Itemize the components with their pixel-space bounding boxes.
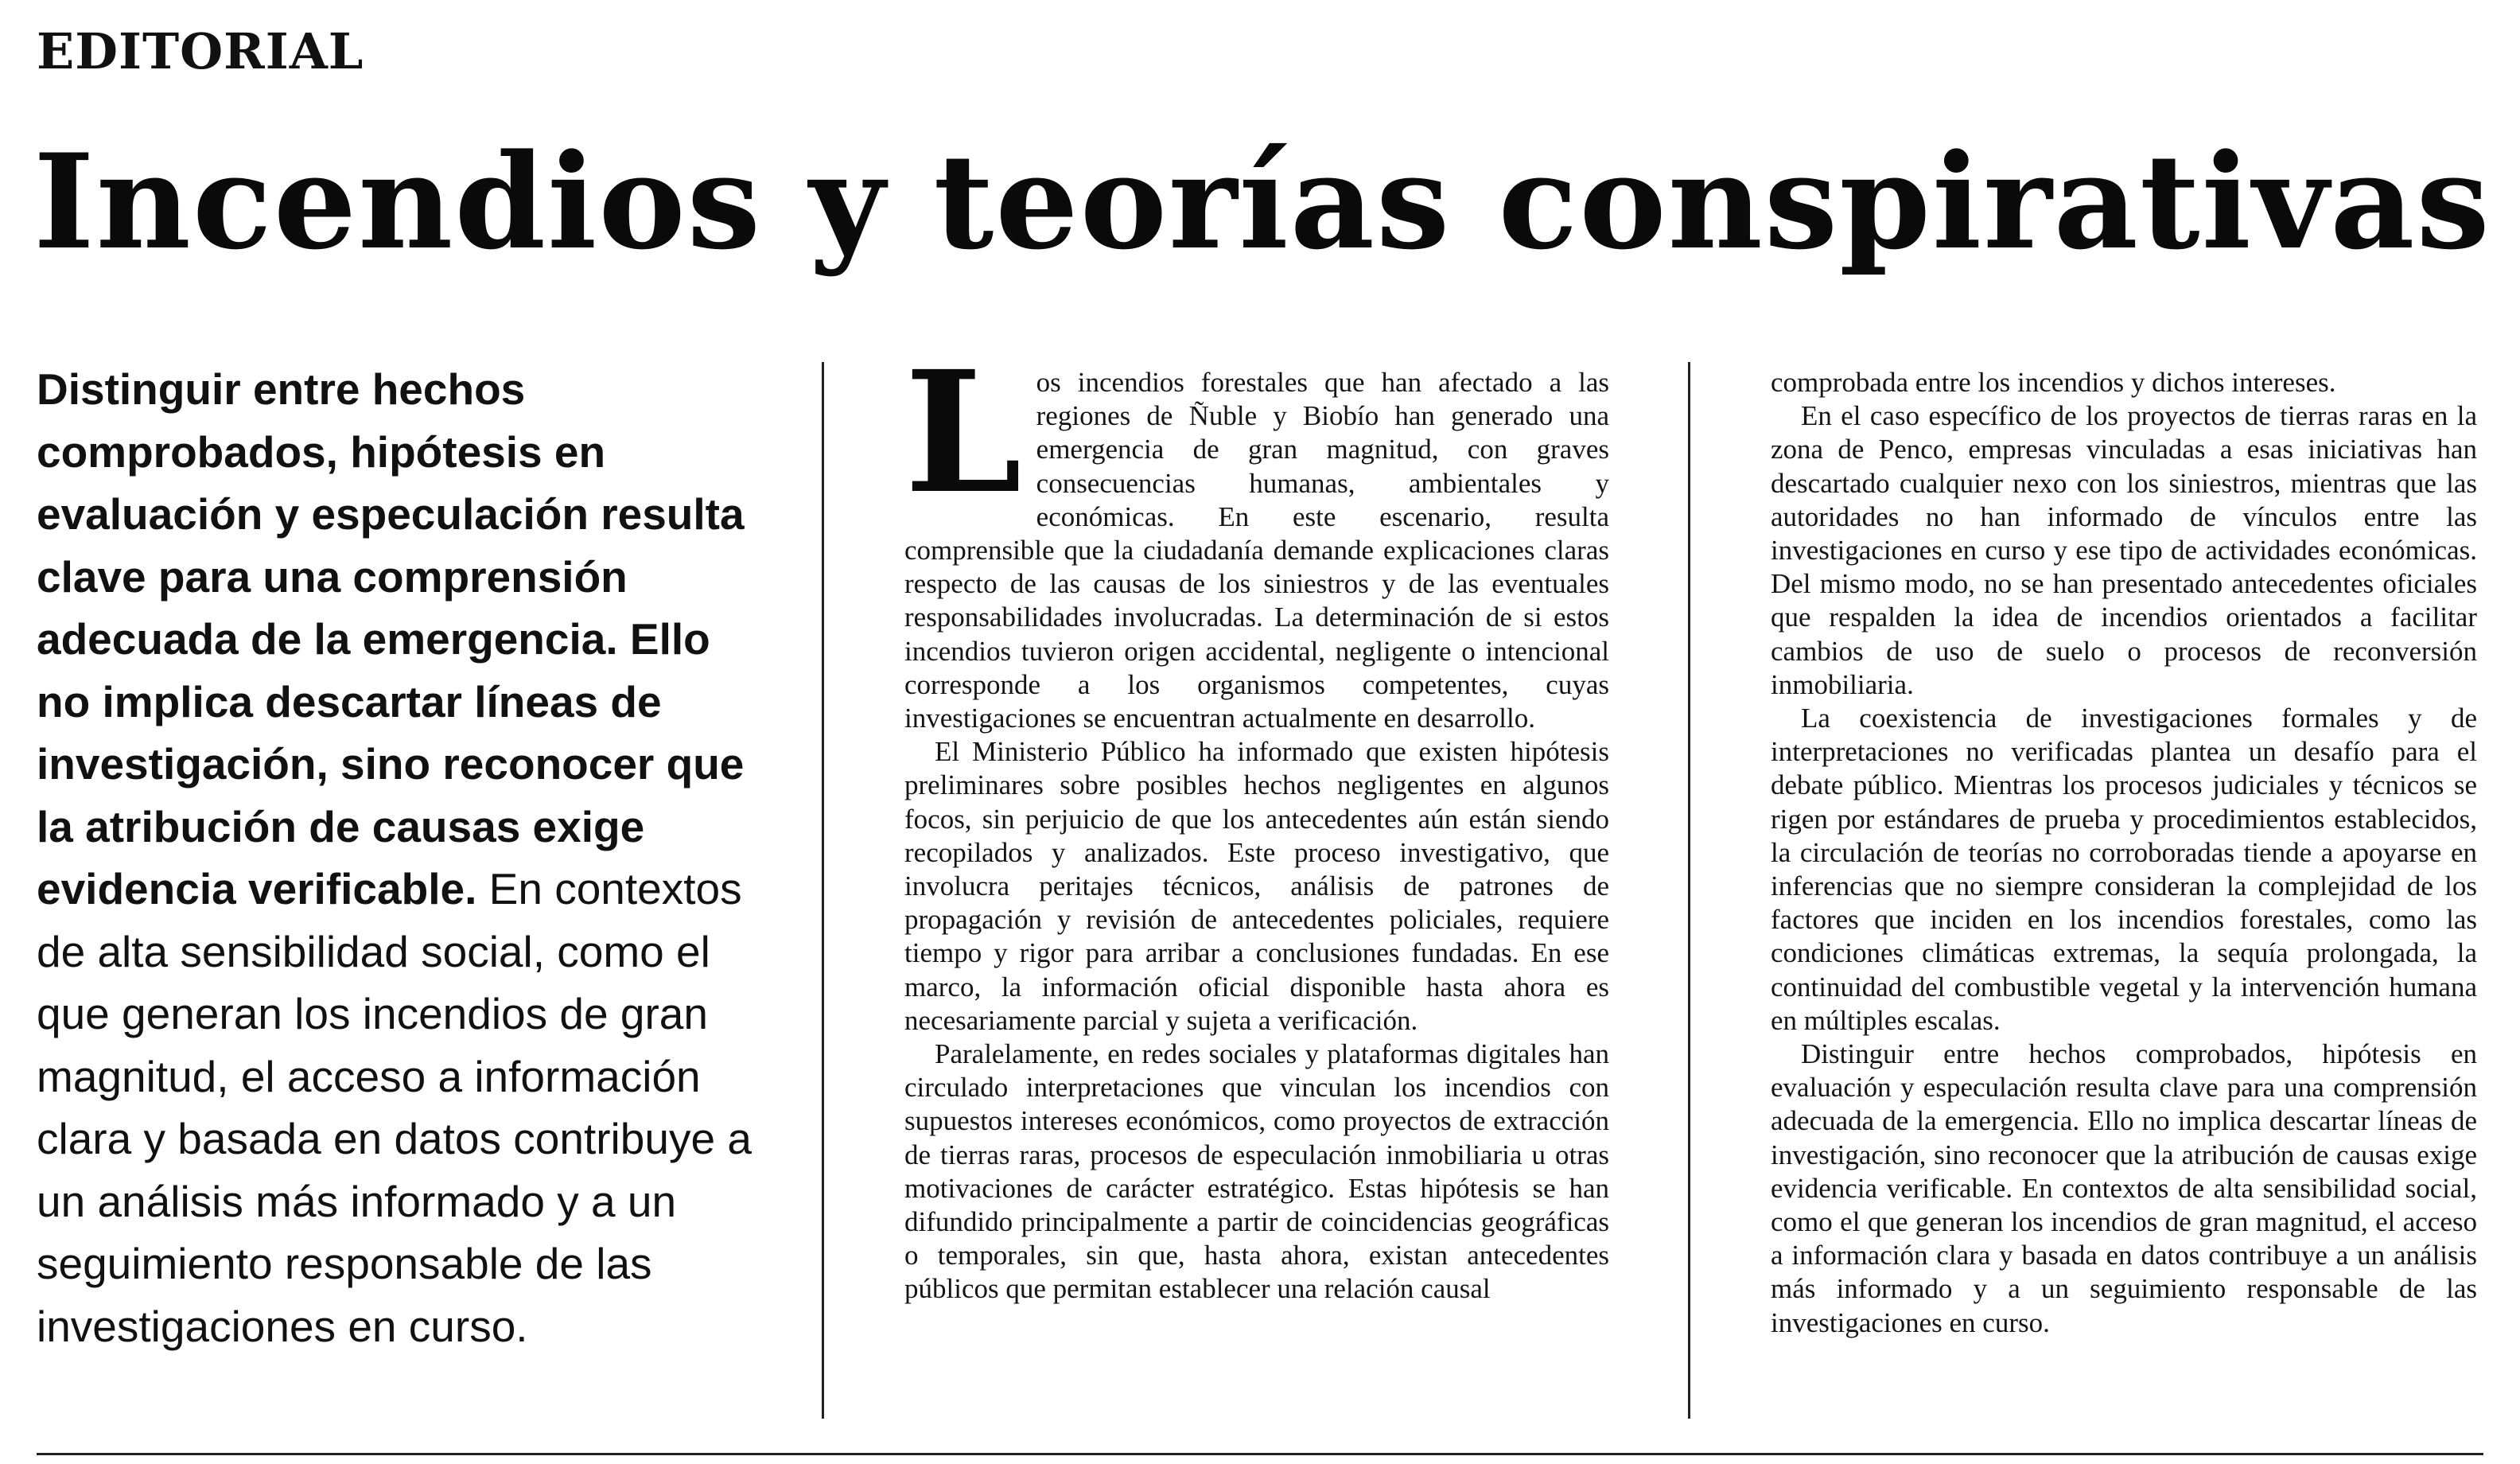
lead-column xyxy=(37,358,768,1357)
body-paragraph: Distinguir entre hechos comprobados, hipótesis en evaluación y especulación resulta clave para una comprensión adecuada de la emergencia. Ello no implica descartar líneas de investigación, sino reconocer que la atribución de causas exige evidencia verificable. En contextos de alta sensibilidad social, como el que generan los incendios de gran magnitud, el acceso a información clara y basada en datos contribuye a un análisis más informado y a un seguimiento responsable de las investigaciones en curso. xyxy=(1771,1038,2477,1338)
bottom-rule xyxy=(37,1453,2483,1455)
body-column-3 xyxy=(1771,366,2477,1340)
headline: Incendios y teorías conspirativas xyxy=(33,125,2491,278)
body-paragraph: El Ministerio Público ha informado que existen hipótesis preliminares sobre posibles hechos negligentes en algunos focos, sin perjuicio de que los antecedentes aún están siendo recopilados y analizados. Este proceso investigativo, que involucra peritajes técnicos, análisis de patrones de propagación y revisión de antecedentes policiales, requiere tiempo y rigor para arribar a conclusiones fundadas. En ese marco, la información oficial disponible hasta ahora es necesariamente parcial y sujeta a verificación. xyxy=(904,736,1609,1036)
body-paragraph: Paralelamente, en redes sociales y plataformas digitales han circulado interpretaciones que vinculan los incendios con supuestos intereses económicos, como proyectos de extracción de tierras raras, procesos de especulación inmobiliaria u otras motivaciones de carácter estratégico. Estas hipótesis se han difundido principalmente a partir de coincidencias geográficas o temporales, sin que, hasta ahora, existan antecedentes públicos que permitan establecer una relación causal xyxy=(904,1038,1609,1305)
column-divider-left xyxy=(822,362,824,1419)
body-paragraph: La coexistencia de investigaciones formales y de interpretaciones no verificadas plantea un desafío para el debate público. Mientras los procesos judiciales y técnicos se rigen por estándares de prueba y procedimientos establecidos, la circulación de teorías no corroboradas tiende a apoyarse en inferencias que no siempre consideran la complejidad de los factores que inciden en los incendios forestales, como las condiciones climáticas extremas, la sequía prolongada, la continuidad del combustible vegetal y la intervención humana en múltiples escalas. xyxy=(1771,703,2477,1036)
lead-regular-text: En contextos de alta sensibilidad social, como el que generan los incendios de gran magnitud, el acceso a información clara y basada en datos contribuye a un análisis más informado y a un seguimiento responsable de las investigaciones en curso. xyxy=(37,864,752,1351)
dropcap: L xyxy=(904,334,1022,531)
body-paragraph: En el caso específico de los proyectos de tierras raras en la zona de Penco, empresas vinculadas a esas iniciativas han descartado cualquier nexo con los siniestros, mientras que las autoridades no han informado de vínculos entre las investigaciones en curso y ese tipo de actividades económicas. Del mismo modo, no se han presentado antecedentes oficiales que respalden la idea de incendios orientados a facilitar cambios de uso de suelo o procesos de reconversión inmobiliaria. xyxy=(1771,400,2477,700)
paragraph-text: os incendios forestales que han afectado a las regiones de Ñuble y Biobío han generado una emergencia de gran magnitud, con graves consecuencias humanas, ambientales y económicas. En este escenario, resulta comprensible que la ciudadanía demande explicaciones claras respecto de las causas de los siniestros y de las eventuales responsabilidades involucradas. La determinación de si estos incendios tuvieron origen accidental, negligente o intencional corresponde a los organismos competentes, cuyas investigaciones se encuentran actualmente en desarrollo. xyxy=(904,367,1609,734)
column-divider-right xyxy=(1688,362,1690,1419)
body-paragraph: comprobada entre los incendios y dichos intereses. xyxy=(1771,367,2336,398)
body-paragraph xyxy=(904,334,1609,735)
section-label: EDITORIAL xyxy=(37,22,364,80)
lead-bold-text: Distinguir entre hechos comprobados, hipótesis en evaluación y especulación resulta clave para una comprensión adecuada de la emergencia. Ello no implica descartar líneas de investigación, sino reconocer que la atribución de causas exige evidencia verificable. xyxy=(37,364,745,913)
body-column-2 xyxy=(904,334,1609,1306)
